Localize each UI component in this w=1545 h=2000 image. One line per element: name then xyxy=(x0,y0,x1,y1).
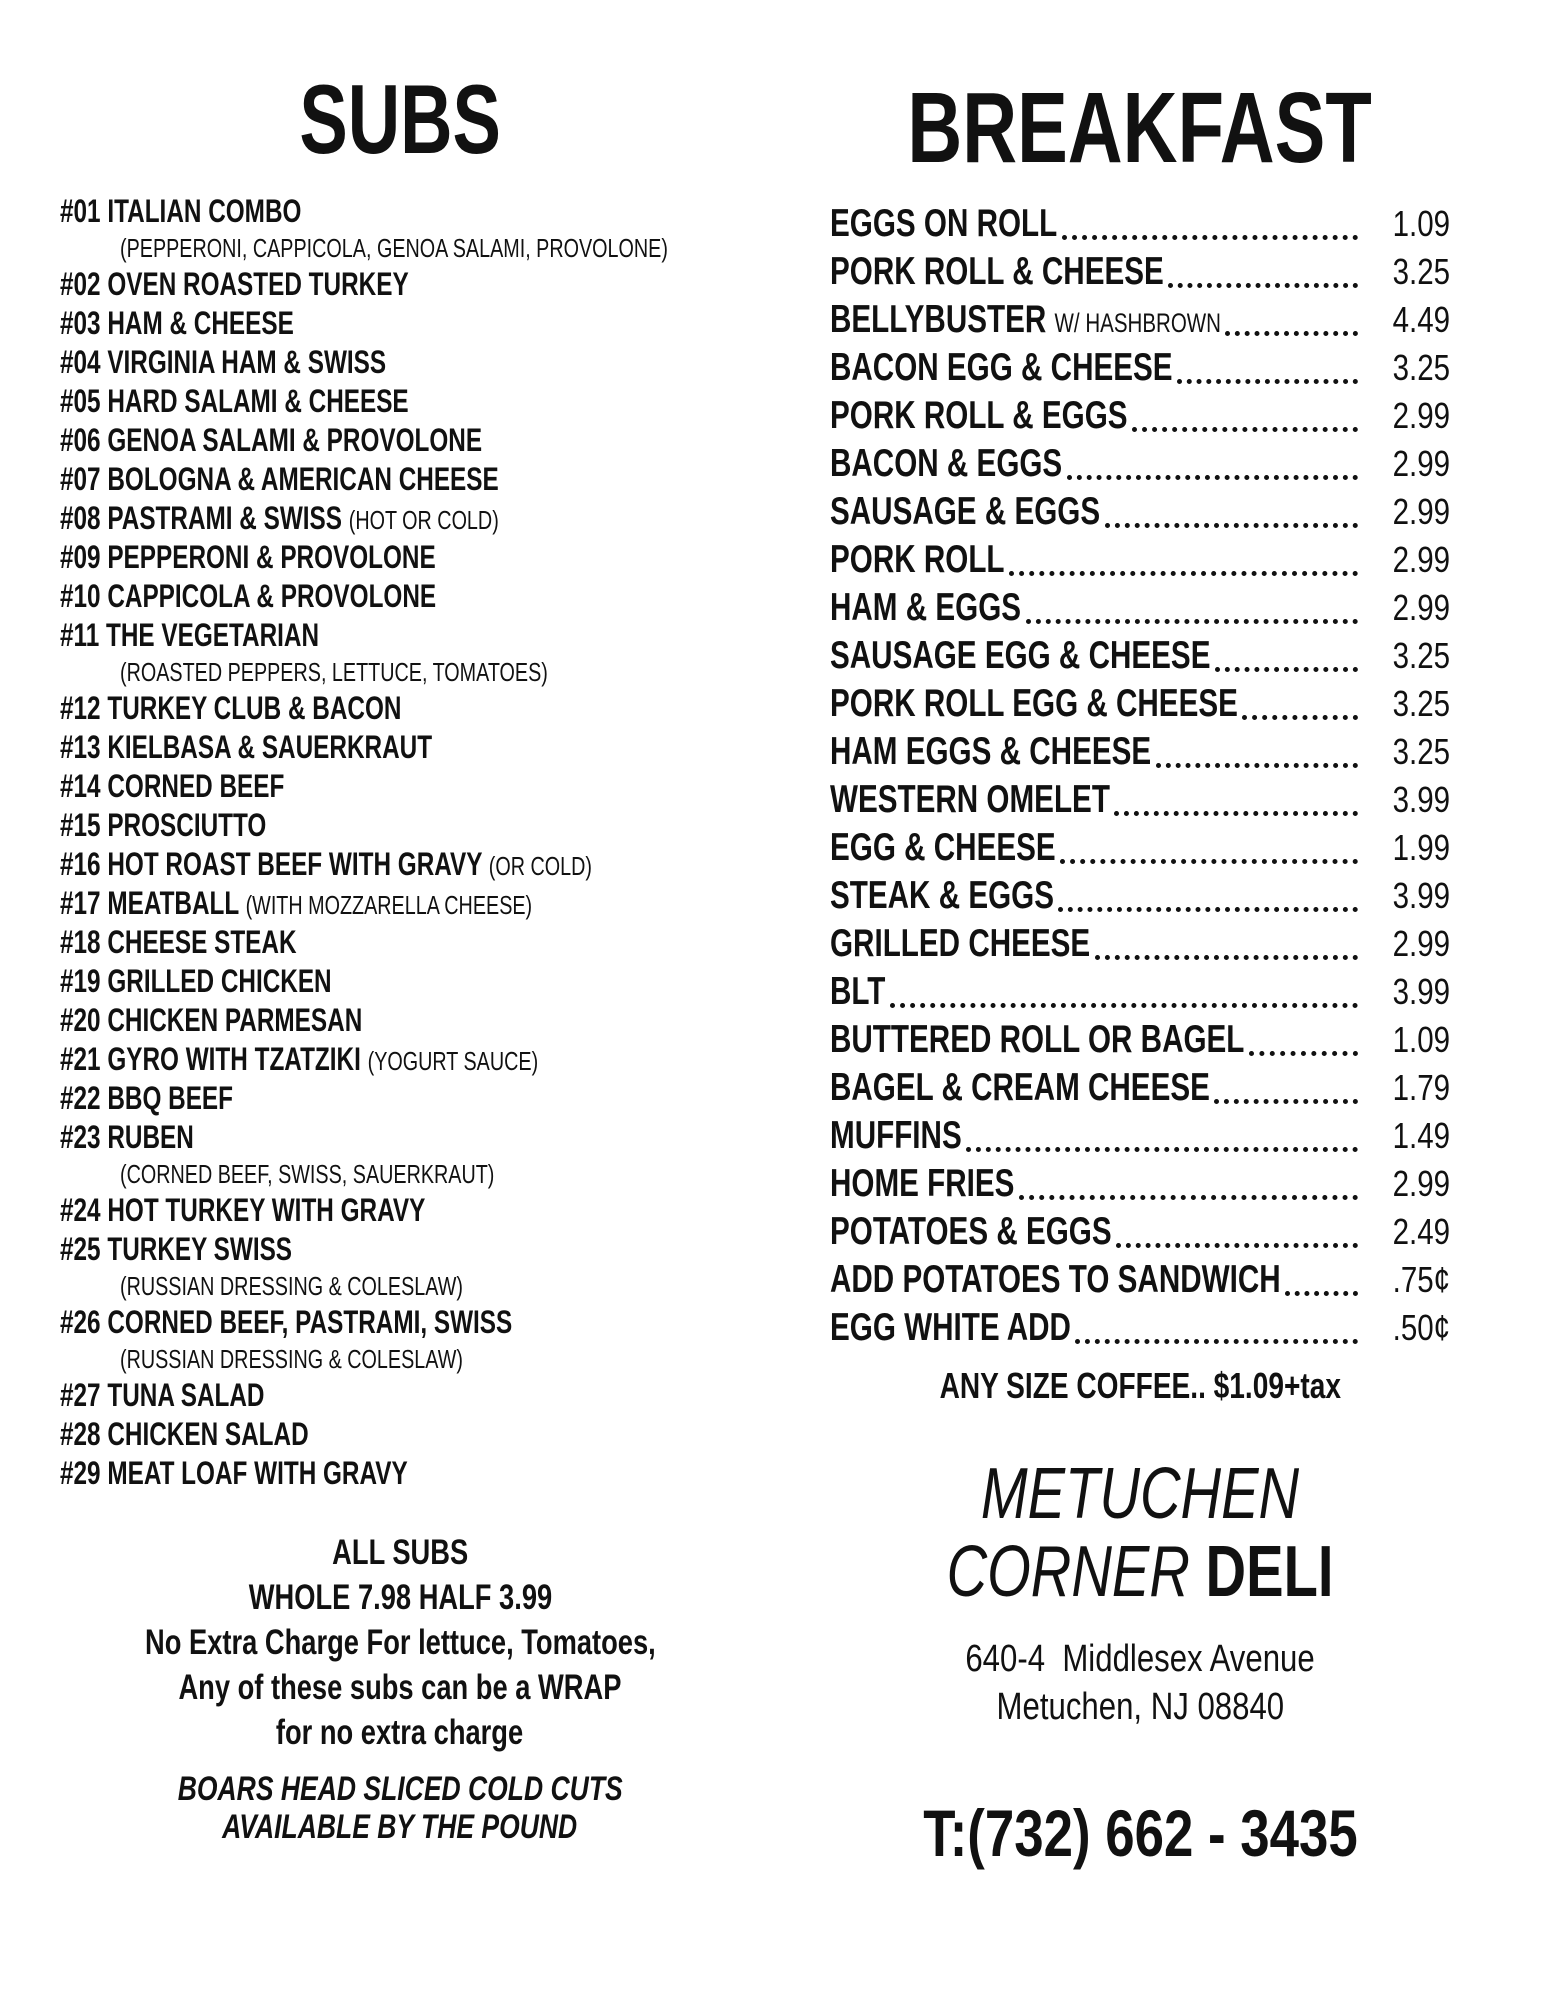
breakfast-item-price: 3.25 xyxy=(1392,635,1450,676)
breakfast-item-name: HAM EGGS & CHEESE xyxy=(830,730,1152,773)
breakfast-item xyxy=(830,536,1450,584)
breakfast-item xyxy=(830,776,1450,824)
sub-item-description: (ROASTED PEPPERS, LETTUCE, TOMATOES) xyxy=(120,657,548,687)
dot-leader xyxy=(1105,496,1358,528)
breakfast-title: BREAKFAST xyxy=(907,72,1373,184)
sub-item-name: #09 PEPPERONI & PROVOLONE xyxy=(60,539,436,575)
sub-item xyxy=(60,1040,740,1079)
deli-name-line-1: METUCHEN xyxy=(980,1454,1300,1534)
breakfast-item-price: 3.25 xyxy=(1392,683,1450,724)
breakfast-item-price: 2.99 xyxy=(1392,395,1450,436)
breakfast-item xyxy=(830,296,1450,344)
subs-footer-line: WHOLE 7.98 HALF 3.99 xyxy=(248,1578,552,1617)
breakfast-item xyxy=(830,440,1450,488)
breakfast-item-name: EGG & CHEESE xyxy=(830,826,1056,869)
breakfast-item xyxy=(830,1112,1450,1160)
sub-item xyxy=(60,1001,740,1040)
boars-head-notice xyxy=(60,1770,740,1846)
dot-leader xyxy=(1114,784,1358,816)
sub-item-name: #12 TURKEY CLUB & BACON xyxy=(60,690,402,726)
dot-leader xyxy=(1285,1264,1358,1296)
sub-item-name: #18 CHEESE STEAK xyxy=(60,924,297,960)
sub-item-description: (CORNED BEEF, SWISS, SAUERKRAUT) xyxy=(120,1159,495,1189)
sub-item-name: #01 ITALIAN COMBO xyxy=(60,193,302,229)
breakfast-item xyxy=(830,968,1450,1016)
sub-item-name: #24 HOT TURKEY WITH GRAVY xyxy=(60,1192,426,1228)
deli-name-line-2 xyxy=(830,1533,1450,1611)
breakfast-item xyxy=(830,584,1450,632)
breakfast-item xyxy=(830,248,1450,296)
breakfast-item-name: PORK ROLL xyxy=(830,538,1005,581)
sub-item-name: #28 CHICKEN SALAD xyxy=(60,1416,309,1452)
sub-item-name: #17 MEATBALL xyxy=(60,885,239,921)
sub-item-name: #20 CHICKEN PARMESAN xyxy=(60,1002,363,1038)
breakfast-item-name: BUTTERED ROLL OR BAGEL xyxy=(830,1018,1245,1061)
breakfast-item-name: BACON EGG & CHEESE xyxy=(830,346,1173,389)
sub-item xyxy=(60,382,740,421)
sub-item xyxy=(60,343,740,382)
dot-leader xyxy=(1116,1216,1358,1248)
sub-item xyxy=(60,1118,740,1157)
breakfast-item xyxy=(830,728,1450,776)
address-city: Metuchen, NJ 08840 xyxy=(996,1686,1284,1728)
breakfast-item-name: PORK ROLL EGG & CHEESE xyxy=(830,682,1238,725)
boars-head-line: BOARS HEAD SLICED COLD CUTS xyxy=(177,1770,623,1808)
breakfast-item xyxy=(830,1160,1450,1208)
dot-leader xyxy=(1019,1168,1358,1200)
breakfast-item xyxy=(830,824,1450,872)
breakfast-item-price: 1.79 xyxy=(1392,1067,1450,1108)
deli-phone: T:(732) 662 - 3435 xyxy=(922,1796,1358,1870)
breakfast-item-name: WESTERN OMELET xyxy=(830,778,1110,821)
sub-item xyxy=(60,962,740,1001)
deli-address xyxy=(830,1635,1450,1731)
subs-footer-line: ALL SUBS xyxy=(331,1533,469,1572)
sub-item-name: #11 THE VEGETARIAN xyxy=(60,617,320,653)
breakfast-item-note: W/ HASHBROWN xyxy=(1054,308,1221,338)
sub-item-name: #06 GENOA SALAMI & PROVOLONE xyxy=(60,422,483,458)
subs-pricing-notes xyxy=(60,1530,740,1755)
sub-item xyxy=(60,767,740,806)
subs-footer-line: for no extra charge xyxy=(276,1713,524,1752)
breakfast-item-price: 3.25 xyxy=(1392,251,1450,292)
breakfast-item-price: 1.09 xyxy=(1392,203,1450,244)
breakfast-item-name: SAUSAGE & EGGS xyxy=(830,490,1101,533)
sub-item-description: (RUSSIAN DRESSING & COLESLAW) xyxy=(120,1271,463,1301)
sub-item xyxy=(60,192,740,231)
breakfast-item-name: BACON & EGGS xyxy=(830,442,1063,485)
sub-item-name: #25 TURKEY SWISS xyxy=(60,1231,293,1267)
breakfast-item xyxy=(830,632,1450,680)
breakfast-item-name: POTATOES & EGGS xyxy=(830,1210,1112,1253)
breakfast-item-name: HAM & EGGS xyxy=(830,586,1022,629)
breakfast-item-price: .50¢ xyxy=(1392,1307,1450,1348)
sub-item xyxy=(60,304,740,343)
breakfast-item-name: ADD POTATOES TO SANDWICH xyxy=(830,1258,1281,1301)
subs-footer-line: Any of these subs can be a WRAP xyxy=(178,1668,622,1707)
breakfast-item-price: 1.09 xyxy=(1392,1019,1450,1060)
dot-leader xyxy=(1249,1024,1358,1056)
dot-leader xyxy=(1060,832,1358,864)
sub-item-name: #04 VIRGINIA HAM & SWISS xyxy=(60,344,387,380)
sub-item-name: #22 BBQ BEEF xyxy=(60,1080,233,1116)
sub-item xyxy=(60,577,740,616)
breakfast-item xyxy=(830,920,1450,968)
breakfast-item-name: PORK ROLL & EGGS xyxy=(830,394,1128,437)
sub-item xyxy=(60,421,740,460)
breakfast-item-price: 1.99 xyxy=(1392,827,1450,868)
sub-item xyxy=(60,499,740,538)
boars-head-line: AVAILABLE BY THE POUND xyxy=(222,1808,578,1846)
address-street: 640-4 Middlesex Avenue xyxy=(965,1638,1315,1680)
sub-item-name: #19 GRILLED CHICKEN xyxy=(60,963,332,999)
sub-item-description: (PEPPERONI, CAPPICOLA, GENOA SALAMI, PROVOLONE) xyxy=(120,233,668,263)
breakfast-item-name: BLT xyxy=(830,970,886,1013)
breakfast-item-price: 2.99 xyxy=(1392,443,1450,484)
dot-leader xyxy=(1156,736,1358,768)
breakfast-item-name: GRILLED CHEESE xyxy=(830,922,1091,965)
sub-item-name: #13 KIELBASA & SAUERKRAUT xyxy=(60,729,433,765)
sub-item-name: #14 CORNED BEEF xyxy=(60,768,285,804)
dot-leader xyxy=(1058,880,1358,912)
sub-item-note: (WITH MOZZARELLA CHEESE) xyxy=(245,890,533,920)
deli-name-corner: CORNER xyxy=(946,1532,1190,1612)
breakfast-item xyxy=(830,1064,1450,1112)
dot-leader xyxy=(1215,640,1358,672)
sub-item-name: #26 CORNED BEEF, PASTRAMI, SWISS xyxy=(60,1304,513,1340)
breakfast-item xyxy=(830,680,1450,728)
breakfast-item-price: 3.25 xyxy=(1392,731,1450,772)
sub-item xyxy=(60,1191,740,1230)
breakfast-item-price: 4.49 xyxy=(1392,299,1450,340)
breakfast-list xyxy=(830,200,1450,1352)
dot-leader xyxy=(1067,448,1358,480)
breakfast-item-price: 3.99 xyxy=(1392,779,1450,820)
sub-item xyxy=(60,1376,740,1415)
sub-item xyxy=(60,728,740,767)
breakfast-item xyxy=(830,392,1450,440)
breakfast-item-price: 3.25 xyxy=(1392,347,1450,388)
breakfast-item-name: BAGEL & CREAM CHEESE xyxy=(830,1066,1210,1109)
sub-item-name: #29 MEAT LOAF WITH GRAVY xyxy=(60,1455,408,1491)
breakfast-item-name: HOME FRIES xyxy=(830,1162,1015,1205)
breakfast-item-price: 3.99 xyxy=(1392,875,1450,916)
breakfast-item xyxy=(830,488,1450,536)
sub-item xyxy=(60,538,740,577)
sub-item-name: #15 PROSCIUTTO xyxy=(60,807,267,843)
sub-item-name: #10 CAPPICOLA & PROVOLONE xyxy=(60,578,437,614)
breakfast-item-name: PORK ROLL & CHEESE xyxy=(830,250,1164,293)
subs-footer-line: No Extra Charge For lettuce, Tomatoes, xyxy=(144,1623,656,1662)
sub-item-note: (OR COLD) xyxy=(488,851,592,881)
dot-leader xyxy=(1214,1072,1358,1104)
breakfast-item xyxy=(830,1016,1450,1064)
dot-leader xyxy=(1177,352,1358,384)
deli-name-deli: DELI xyxy=(1205,1532,1334,1612)
sub-item-name: #07 BOLOGNA & AMERICAN CHEESE xyxy=(60,461,499,497)
dot-leader xyxy=(1095,928,1358,960)
breakfast-item xyxy=(830,344,1450,392)
breakfast-item-name: EGG WHITE ADD xyxy=(830,1306,1071,1349)
sub-item xyxy=(60,1415,740,1454)
sub-item xyxy=(60,806,740,845)
sub-item-name: #02 OVEN ROASTED TURKEY xyxy=(60,266,409,302)
sub-item xyxy=(60,265,740,304)
breakfast-item-price: 2.99 xyxy=(1392,923,1450,964)
breakfast-item-price: 2.99 xyxy=(1392,539,1450,580)
breakfast-item-name: SAUSAGE EGG & CHEESE xyxy=(830,634,1211,677)
sub-item-name: #23 RUBEN xyxy=(60,1119,194,1155)
sub-item-name: #21 GYRO WITH TZATZIKI xyxy=(60,1041,361,1077)
sub-item-name: #03 HAM & CHEESE xyxy=(60,305,294,341)
sub-item xyxy=(60,845,740,884)
dot-leader xyxy=(1242,688,1358,720)
breakfast-item-name: STEAK & EGGS xyxy=(830,874,1054,917)
breakfast-item-price: 2.99 xyxy=(1392,587,1450,628)
breakfast-item-price: 2.49 xyxy=(1392,1211,1450,1252)
breakfast-item xyxy=(830,1208,1450,1256)
sub-item-note: (YOGURT SAUCE) xyxy=(367,1046,539,1076)
sub-item-name: #08 PASTRAMI & SWISS xyxy=(60,500,342,536)
dot-leader xyxy=(1062,208,1358,240)
sub-item-description: (RUSSIAN DRESSING & COLESLAW) xyxy=(120,1344,463,1374)
sub-item-name: #16 HOT ROAST BEEF WITH GRAVY xyxy=(60,846,483,882)
dot-leader xyxy=(1132,400,1358,432)
breakfast-item xyxy=(830,872,1450,920)
breakfast-item-name: MUFFINS xyxy=(830,1114,962,1157)
sub-item xyxy=(60,884,740,923)
breakfast-item-price: 2.99 xyxy=(1392,1163,1450,1204)
dot-leader xyxy=(1075,1312,1358,1344)
sub-item xyxy=(60,616,740,655)
breakfast-item-price: 3.99 xyxy=(1392,971,1450,1012)
sub-item xyxy=(60,1454,740,1493)
breakfast-item-price: 1.49 xyxy=(1392,1115,1450,1156)
dot-leader xyxy=(966,1120,1358,1152)
sub-item xyxy=(60,460,740,499)
dot-leader xyxy=(1225,304,1358,336)
deli-logo-text xyxy=(830,1455,1450,1611)
subs-list xyxy=(60,192,740,1493)
sub-item xyxy=(60,923,740,962)
sub-item xyxy=(60,1230,740,1269)
breakfast-item-price: 2.99 xyxy=(1392,491,1450,532)
dot-leader xyxy=(1026,592,1358,624)
breakfast-item-name: BELLYBUSTER W/ HASHBROWN xyxy=(830,298,1221,341)
coffee-price: ANY SIZE COFFEE.. $1.09+tax xyxy=(939,1365,1341,1406)
breakfast-item xyxy=(830,1256,1450,1304)
sub-item xyxy=(60,1303,740,1342)
sub-item-note: (HOT OR COLD) xyxy=(348,505,499,535)
breakfast-item-name: EGGS ON ROLL xyxy=(830,202,1058,245)
dot-leader xyxy=(1009,544,1358,576)
breakfast-item xyxy=(830,200,1450,248)
dot-leader xyxy=(1168,256,1358,288)
subs-title: SUBS xyxy=(299,64,501,174)
dot-leader xyxy=(890,976,1358,1008)
sub-item xyxy=(60,1079,740,1118)
sub-item-name: #05 HARD SALAMI & CHEESE xyxy=(60,383,409,419)
sub-item-name: #27 TUNA SALAD xyxy=(60,1377,265,1413)
breakfast-item xyxy=(830,1304,1450,1352)
sub-item xyxy=(60,689,740,728)
breakfast-item-price: .75¢ xyxy=(1392,1259,1450,1300)
